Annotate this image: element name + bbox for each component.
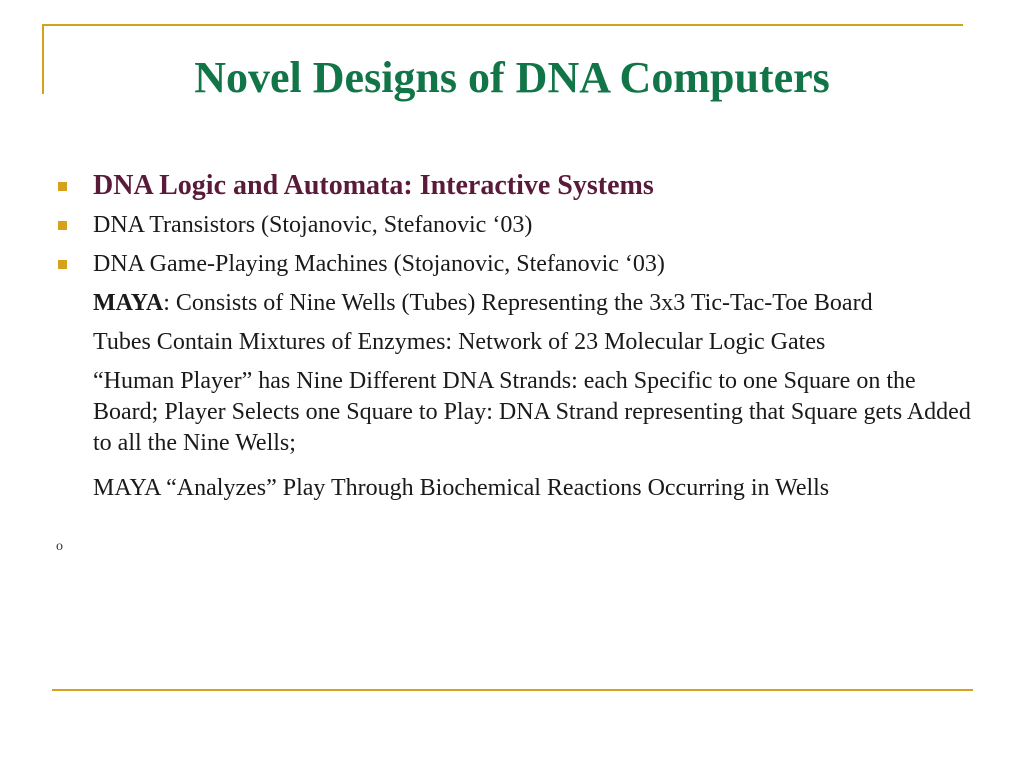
sub-item-text: Tubes Contain Mixtures of Enzymes: Network of 23 Molecular Logic Gates [93,329,826,355]
sub-bullet-marker: o [56,539,63,554]
sub-item-text: MAYA “Analyzes” Play Through Biochemical Reactions Occurring in Wells [93,475,830,501]
bullet-text: DNA Game-Playing Machines (Stojanovic, Stefanovic ‘03) [93,251,665,277]
sub-item-maya-analyzes [55,473,985,504]
square-bullet-icon [58,221,67,230]
slide-body [55,168,985,512]
top-border-line [42,24,963,26]
sub-item-text: : Consists of Nine Wells (Tubes) Representing the 3x3 Tic-Tac-Toe Board [163,290,873,316]
sub-item-bold-prefix: MAYA [93,290,164,316]
slide-title: Novel Designs of DNA Computers [194,53,830,102]
bottom-border-line [52,689,973,691]
sub-item-human-player [55,366,985,459]
bullet-item-heading [55,168,985,204]
bullet-item-transistors [55,210,985,241]
square-bullet-icon [58,182,67,191]
sub-item-tubes [55,327,985,358]
bullet-text: DNA Logic and Automata: Interactive Systems [93,170,654,201]
bullet-item-game-machines [55,249,985,280]
sub-item-text: “Human Player” has Nine Different DNA Strands: each Specific to one Square on the Board; Player Selects one Square to Play: DNA Strand representing that Square gets Added to all the Nine Wells; [93,368,971,456]
square-bullet-icon [58,260,67,269]
sub-item-maya-description [55,288,985,319]
bullet-text: DNA Transistors (Stojanovic, Stefanovic ‘03) [93,212,533,238]
